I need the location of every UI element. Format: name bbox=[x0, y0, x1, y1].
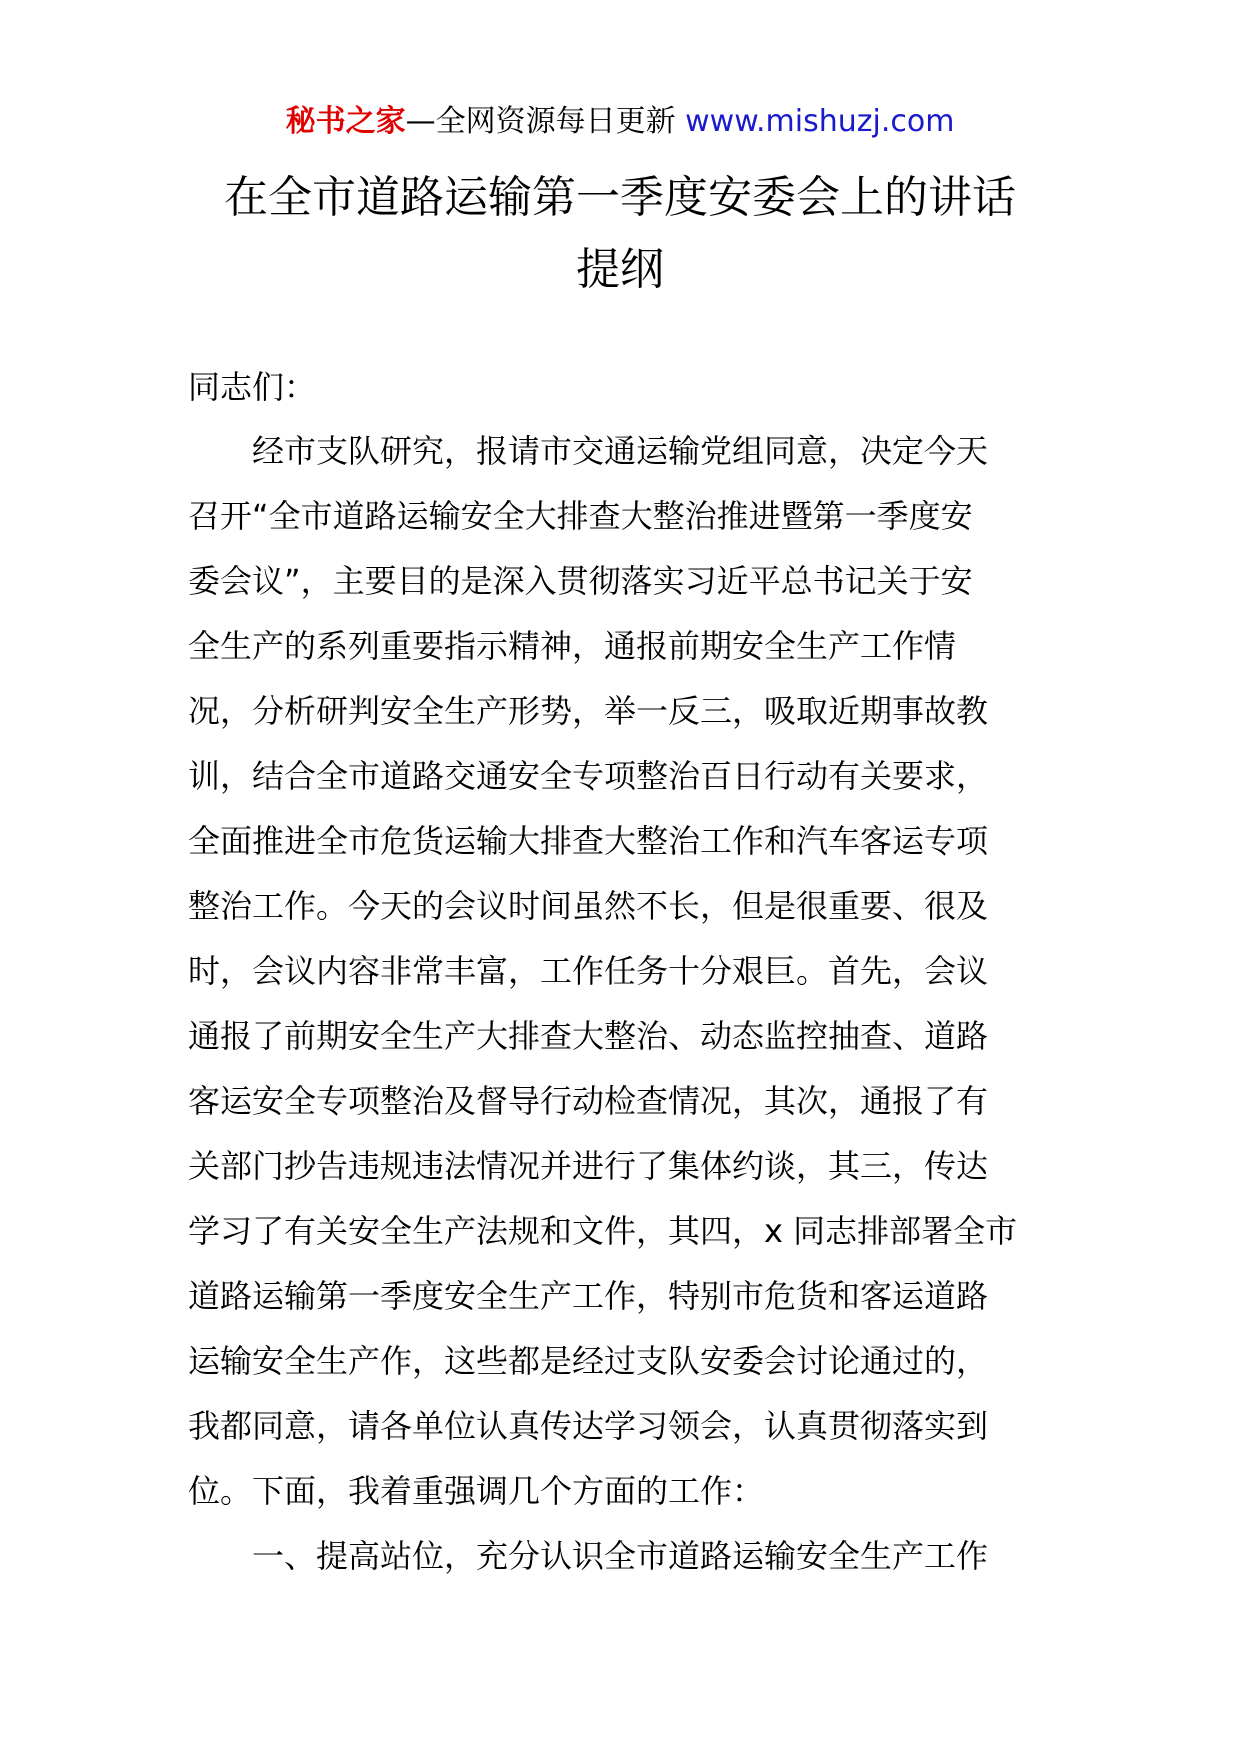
paragraph-line: 位。下面，我着重强调几个方面的工作： bbox=[188, 1472, 765, 1510]
paragraph-line: 学习了有关安全生产法规和文件，其四，x 同志排部署全市 bbox=[188, 1212, 1018, 1250]
paragraph-line: 经市支队研究，报请市交通运输党组同意，决定今天 bbox=[252, 432, 989, 470]
site-header bbox=[0, 100, 1240, 144]
document-body bbox=[188, 355, 1058, 1589]
paragraph-intro bbox=[188, 419, 1058, 1524]
document-title bbox=[150, 162, 1090, 306]
title-line: 在全市道路运输第一季度安委会上的讲话 bbox=[224, 172, 1016, 223]
site-url-link[interactable]: www.mishuzj.com bbox=[685, 104, 955, 139]
paragraph-line: 训，结合全市道路交通安全专项整治百日行动有关要求， bbox=[188, 757, 989, 795]
paragraph-line: 全面推进全市危货运输大排查大整治工作和汽车客运专项 bbox=[188, 822, 989, 860]
paragraph-line: 全生产的系列重要指示精神，通报前期安全生产工作情 bbox=[188, 627, 957, 665]
paragraph-line: 委会议”，主要目的是深入贯彻落实习近平总书记关于安 bbox=[188, 562, 973, 600]
paragraph-line: 道路运输第一季度安全生产工作，特别市危货和客运道路 bbox=[188, 1277, 989, 1315]
paragraph-line: 整治工作。今天的会议时间虽然不长，但是很重要、很及 bbox=[188, 887, 989, 925]
paragraph-line: 关部门抄告违规违法情况并进行了集体约谈，其三，传达 bbox=[188, 1147, 989, 1185]
section-heading: 一、提高站位，充分认识全市道路运输安全生产工作 bbox=[252, 1537, 989, 1575]
paragraph-line: 况，分析研判安全生产形势，举一反三，吸取近期事故教 bbox=[188, 692, 989, 730]
paragraph-line: 通报了前期安全生产大排查大整治、动态监控抽查、道路 bbox=[188, 1017, 989, 1055]
salutation: 同志们： bbox=[188, 368, 317, 406]
paragraph-line: 时，会议内容非常丰富，工作任务十分艰巨。首先，会议 bbox=[188, 952, 989, 990]
paragraph-line: 运输安全生产作，这些都是经过支队安委会讨论通过的， bbox=[188, 1342, 989, 1380]
title-line: 提纲 bbox=[576, 244, 664, 295]
paragraph-line: 我都同意，请各单位认真传达学习领会，认真贯彻落实到 bbox=[188, 1407, 989, 1445]
paragraph-line: 客运安全专项整治及督导行动检查情况，其次，通报了有 bbox=[188, 1082, 989, 1120]
paragraph-line: 召开“全市道路运输安全大排查大整治推进暨第一季度安 bbox=[188, 497, 973, 535]
site-tagline: —全网资源每日更新 bbox=[405, 104, 676, 139]
site-brand: 秘书之家 bbox=[285, 104, 406, 139]
